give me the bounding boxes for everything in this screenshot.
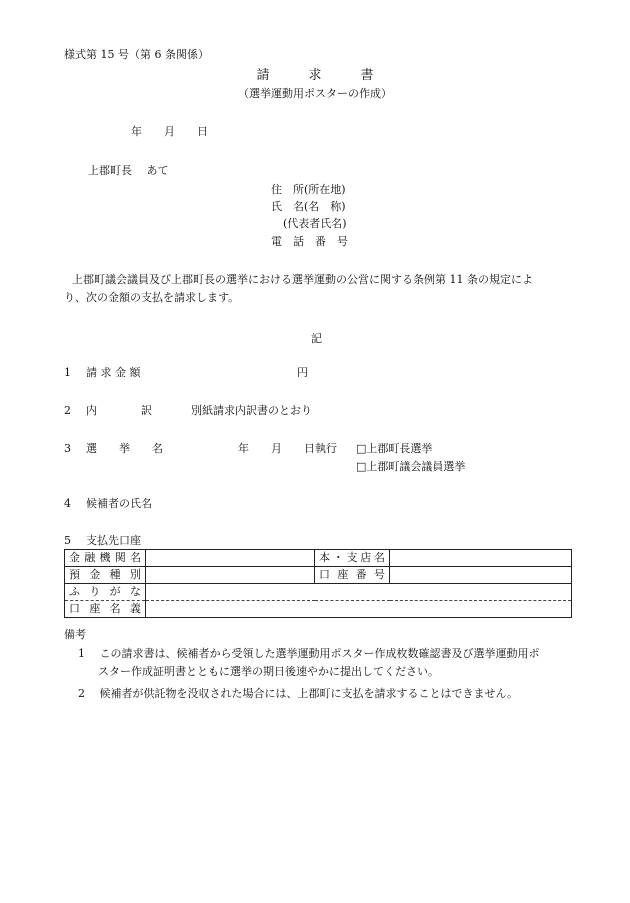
page-title: 請 求 書 [256,68,374,83]
bank-name-label: 金融機関名 [65,550,146,567]
note-2: 2 候補者が供託物を没収された場合には、上郡町に支払を請求することはできません。 [78,687,519,700]
item-2-label: 内 訳 [86,404,152,417]
account-holder-field[interactable] [146,601,572,618]
phone-label: 電 話 番 号 [271,235,348,248]
branch-label: 本・支店名 [315,550,390,567]
branch-field[interactable] [390,550,572,567]
option-council-election[interactable]: □上郡町議会議員選挙 [356,460,466,473]
item-2-value: 別紙請求内訳書のとおり [191,404,312,417]
notes-heading: 備考 [64,628,86,641]
item-3-label: 選 挙 名 [86,442,163,455]
representative-label: (代表者氏名) [283,217,347,230]
account-number-field[interactable] [390,567,572,584]
item-1-unit: 円 [297,366,308,379]
item-3-number: 3 [64,442,71,455]
body-text-line2: り、次の金額の支払を請求します。 [64,291,240,304]
form-number: 様式第 15 号（第 6 条関係） [64,48,209,61]
item-1-number: 1 [64,366,71,379]
note-1-line2: スター作成証明書とともに選挙の期日後速やかに提出してください。 [98,665,439,678]
item-5-label: 支払先口座 [86,534,141,547]
deposit-type-field[interactable] [146,567,315,584]
body-text-line1: 上郡町議会議員及び上郡町長の選挙における選挙運動の公営に関する条例第 11 条の規定によ [72,273,533,286]
item-3-date: 年 月 日執行 [238,442,337,455]
account-holder-label: 口座名義 [65,601,146,618]
addressee: 上郡町長 あて [88,164,169,177]
item-4-number: 4 [64,497,71,510]
item-1-label: 請 求 金 額 [86,366,141,379]
date-line: 年 月 日 [131,125,208,138]
furigana-label: ふりがな [65,584,146,601]
address-label: 住 所(所在地) [271,183,346,196]
item-2-number: 2 [64,404,71,417]
account-table [64,549,572,618]
furigana-field[interactable] [146,584,572,601]
deposit-type-label: 預金種別 [65,567,146,584]
bank-name-field[interactable] [146,550,315,567]
note-1-line1: 1 この請求書は、候補者から受領した選挙運動用ポスター作成枚数確認書及び選挙運動用ポ [78,647,540,660]
item-4-label: 候補者の氏名 [86,497,152,510]
ki-heading: 記 [311,332,322,345]
name-label: 氏 名(名 称) [271,200,346,213]
account-number-label: 口座番号 [315,567,390,584]
page-subtitle: （選挙運動用ポスターの作成） [238,87,392,100]
option-mayor-election[interactable]: □上郡町長選挙 [356,442,433,455]
item-5-number: 5 [64,534,71,547]
